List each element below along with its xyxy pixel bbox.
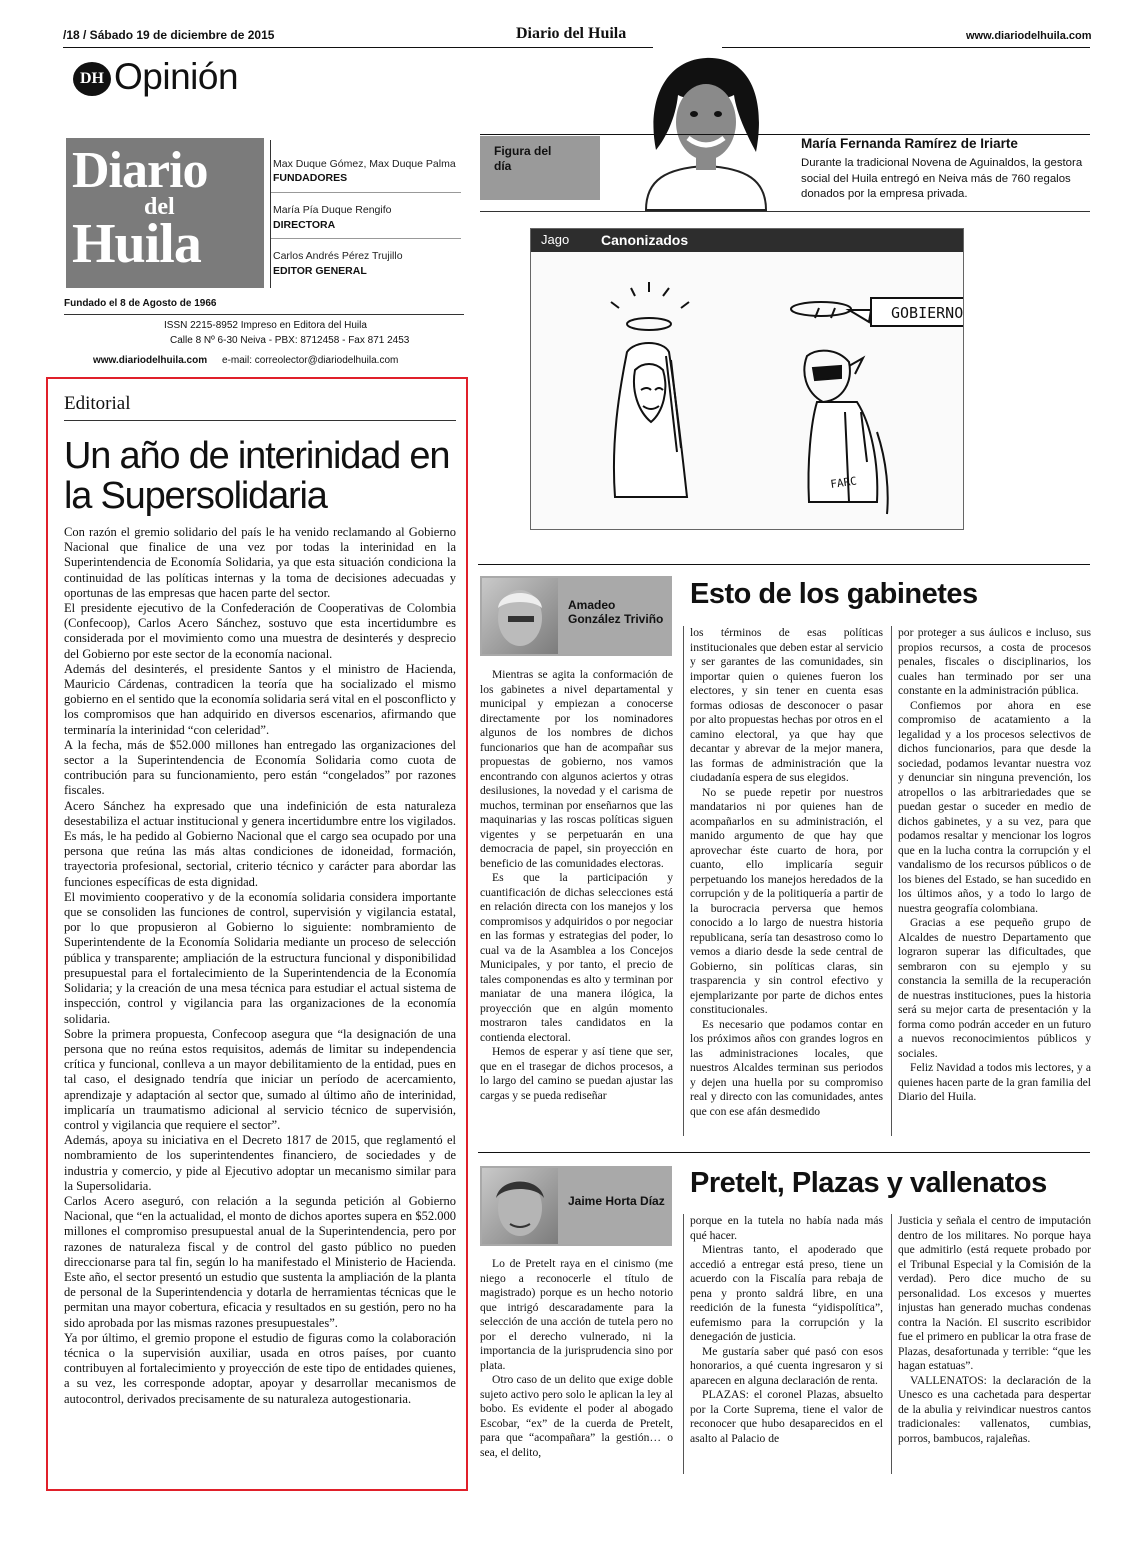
address: Calle 8 Nº 6-30 Neiva - PBX: 8712458 - Fax 871 2453 — [170, 335, 410, 346]
article2-col1: Lo de Pretelt raya en el cinismo (me niego a reconocerle el título de magistrado) porque es un hecho notorio que intrigó descaradamente para la selección de una acción de tutela pero no por el derecho vulnerado, ni la importancia de la jurisprudencia sino por plata. Otro caso de un delito que exige doble sujeto activo pero solo le aplican la ley al bobo. Es evidente el poder al abogado Escobar, “ex” de la cuerda de Pretelt, para que “acompañara” la gestión… o sea, el delito, — [480, 1257, 673, 1459]
editorial-paragraph: A la fecha, más de $52.000 millones han entregado las organizaciones del sector a la Superintendencia de Economía Solidaria como cuota de contribución para su funcionamiento, pero están “congelados” por razones fiscales. — [64, 737, 456, 798]
cartoon-sign-text: GOBIERNO — [891, 304, 963, 322]
cartoon-drawing — [531, 252, 963, 529]
editorial-paragraph: Además del desinterés, el presidente Santos y el ministro de Hacienda, Mauricio Cárdenas, contradicen la teoría que ha socializado el mismo gobierno en el sentido que la economía solidaria será vital en el posconflicto y los compromisos que han adquirido en diversos escenarios, afirmando que terminaría la interinidad “con celeridad”. — [64, 661, 456, 737]
editorial-paragraph: Ya por último, el gremio propone el estudio de figuras como la colaboración técnica o la supervisión auxiliar, usada en otros países, por cuanto contribuyen al fortalecimiento y proyección de este tipo de entidades quienes, a su vez, les corresponde adoptar, apoyar y desarrollar mecanismos de autocontrol, derivados precisamente de su naturaleza autogestionaria. — [64, 1330, 456, 1406]
author-photo — [482, 578, 558, 654]
masthead-email: e-mail: correolector@diariodelhuila.com — [222, 355, 399, 366]
article1-headline: Esto de los gabinetes — [690, 578, 978, 610]
article2-col2: porque en la tutela no había nada más qué hacer. Mientras tanto, el apoderado que accedió a entregar está preso, tiene un acuerdo con la Fiscalía para rebaja de pena y pronto saldrá libre, en una reedición de la funesta “yidispolítica”, eufemismo para la corrupción y la denegación de justicia. Me gustaría saber qué pasó con esos honorarios, a qué cuenta ingresaron y si aparecen en alguna declaración de renta. PLAZAS: el coronel Plazas, absuelto por la Corte Suprema, tiene el valor de reconocer que hubo desaparecidos en el asalto al Palacio de — [690, 1214, 883, 1445]
author-box — [480, 576, 672, 656]
page-date: /18 / Sábado 19 de diciembre de 2015 — [63, 28, 275, 42]
editorial-paragraph: Acero Sánchez ha expresado que una indefinición de esta naturaleza desestabiliza el actuar institucional y genera incertidumbre entre los vigilados. Es más, le ha pedido al Gobierno Nacional que el cargo sea ocupado por una persona que reúna las más altas condiciones de idoneidad, formación, trayectoria profesional, sectorial, criterio técnico y carácter para abordar las funciones específicas de esta dignidad. — [64, 798, 456, 889]
website: www.diariodelhuila.com — [966, 30, 1092, 42]
masthead-web: www.diariodelhuila.com — [93, 355, 208, 366]
article2-headline: Pretelt, Plazas y vallenatos — [690, 1167, 1047, 1199]
article1-col1: Mientras se agita la conformación de los gabinetes a nivel departamental y municipal y empiezan a conocerse directamente por los nominadores algunos de los nombres de dichos funcionarios que han de acompañar sus propuestas de gobierno, nos vamos encontrando con algunos aciertos y otras desilusiones, la novedad y el carisma de muchos, terminan por enseñarnos que las maquinarias y las roscas políticas siguen vigentes y se perpetuarán en una democracia de papel, sin proyección en beneficio de las comunidades electoras. Es que la participación y cuantificación de dichas selecciones está en relación directa con los manejos y los compromisos y adquiridos o por negociar en las formas y estrategias del poder, lo cual va de la Asamblea a los Concejos Municipales, y por tanto, el precio de tales componendas es alto y terminan por maniatar de una manera ilógica, la proyección que en algún momento mostraron tales candidatos en la contienda electoral. Hemos de esperar y así tiene que ser, que en el trasegar de dichos procesos, a lo largo del camino se puedan ajustar las cargas y se pueda rediseñar — [480, 668, 673, 1102]
figura-label-box: Figura del día — [480, 136, 600, 200]
figura-text: Durante la tradicional Novena de Aguinaldos, la gestora social del Huila entregó en Neiva más de 760 regalos donados por la empresa privada. — [801, 157, 1083, 200]
figura-name: María Fernanda Ramírez de Iriarte — [801, 136, 1018, 151]
cartoon — [530, 228, 964, 530]
paper-name: Diario del Huila — [516, 25, 627, 42]
portrait-photo — [626, 40, 786, 220]
editorial-paragraph: El presidente ejecutivo de la Confederación de Cooperativas de Colombia (Confecoop), Carlos Acero Sánchez, sostuvo que esta incertidumbre es considerada por el movimiento como una muestra de desinterés y desprecio del Gobierno por este sector de la economía nacional. — [64, 601, 456, 661]
editorial-paragraph: Sobre la primera propuesta, Confecoop asegura que “la designación de una persona que no reúna estos requisitos, además de limitar su independencia crítica y funcional, conlleva a un mayor debilitamiento de la entidad, pues en tal caso, el designado tendría que iniciar un período de acercamiento, aprendizaje y adaptación al sector que, sumado al último año de interinidad, implicaría un traumatismo adicional al servicio técnico de supervisión, control y vigilancia que requiere el sector”. — [64, 1026, 456, 1132]
editorial-body — [64, 525, 456, 1407]
editorial-paragraph: Carlos Acero aseguró, con relación a la segunda petición al Gobierno Nacional, que “en la actualidad, el monto de dichos aportes supera en $52.000 millones el compromiso presupuestal anual de la Superintendencia, pero por razones de naturaleza fiscal y de control del gasto público no pueden direccionarse para tal fin, según lo ha manifestado el Ministerio de Hacienda. Este año, el sector presentó un estudio que sustenta la ampliación de la planta de personal de la Superintendencia y dotarla de herramientas técnicas que le permitan una mayor cobertura, eficacia y resultados en su gestión, pero no ha sido aprobada por las mismas razones presupuestales”. — [64, 1193, 456, 1330]
cartoon-shirt-text: FARC — [829, 474, 858, 491]
dh-logo: DH — [73, 62, 111, 96]
editorial-paragraph: El movimiento cooperativo y de la economía solidaria considera importante que se consoliden las funciones de control, supervisión y vigilancia estatal, por lo que propusieron al Gobierno lo siguiente: nombramiento de Superintendente de la Economía Solidaria mediante un proceso de selección pública y transparente; ampliación de la estructura funcional y disponibilidad presupuestal para el fortalecimiento de la Superintendencia de la Economía Solidaria; y la creación de una mesa técnica para estudiar el actual sistema de inspección, control y vigilancia para las organizaciones de la economía solidaria. — [64, 889, 456, 1026]
author-box — [480, 1166, 672, 1246]
cartoon-title: Canonizados — [601, 232, 689, 248]
editorial-headline: Un año de interinidad en la Supersolidaria — [64, 435, 450, 517]
editorial-kicker: Editorial — [64, 393, 131, 414]
editorial-paragraph: Además, apoya su iniciativa en el Decreto 1817 de 2015, que reglamentó el nombramiento de los superintendentes financiero, de sociedades y de industria y comercio, y pide al Ejecutivo adoptar un mecanismo similar para la Supersolidaria. — [64, 1133, 456, 1193]
issn: ISSN 2215-8952 Impreso en Editora del Huila — [164, 320, 367, 331]
masthead-logo: Diario del Huila — [66, 138, 264, 288]
founded-date: Fundado el 8 de Agosto de 1966 — [64, 298, 217, 309]
editorial-paragraph: Con razón el gremio solidario del país le ha venido reclamando al Gobierno Nacional que finalice de una vez por todas la interinidad en la Superintendencia de Economía Solidaria, ya que esta situación condiciona la continuidad de las políticas internas y la toma de decisiones adecuadas y oportunas de las empresas que hacen parte del sector. — [64, 525, 456, 600]
section-title: Opinión — [114, 56, 239, 97]
author-name: Jaime Horta Díaz — [568, 1194, 665, 1208]
cartoon-author: Jago — [541, 232, 570, 247]
article2-col3: Justicia y señala el centro de imputación dentro de los militares. No porque haya que admitirlo (está requete probado por el Tribunal Especial y la Comisión de la verdad). Pero dice mucho de su personalidad. Los excesos y muertes injustas han generado muchas condenas contra la Nación. El suscrito escribidor fue el primero en publicar la otra frase de Plazas, desafortunada y terrible: “que les hagan estatuas”. VALLENATOS: la declaración de la Unesco es una cachetada para despertar de la abulia y reivindicar nuestros cantos tradicionales: vallenatos, cumbias, porros, bambucos, rajaleñas. — [898, 1214, 1091, 1445]
author-photo — [482, 1168, 558, 1244]
article1-col2: los términos de esas políticas institucionales que deben estar al servicio y ser garantes de las comunidades, sin importar quien o quienes fueron los electores, y sin tener en cuenta esas formas odiosas de desconocer o pasar por alto propuestas hechas por otros en el camino electoral, ya que hay que decantar y abrevar de la mejor manera, las formas de administración que la ciudadanía espera de sus elegidos. No se puede repetir por nuestros mandatarios ni por quienes han de acompañarlos en su administración, el manido argumento de que hay que aprovechar éste cuarto de hora, por cuanto, ello implicaría seguir perpetuando los manejos heredados de la corrupción y de la politiquería a partir de la burocracia perversa que hemos conocido a lo largo de nuestra historia republicana, sería tan desastroso como lo vemos a diario desde la sede central de Gobierno, sin políticas claras, sin trasparencia y sin control efectivo y ejemplarizante por parte de dichos entes constitucionales. Es necesario que podamos contar en los próximos años con grandes logros en las administraciones locales, que nuestros Alcaldes terminan sus periodos y dejen una huella por su compromiso real y directo con las comunidades, antes que con ese afán desmedido — [690, 626, 883, 1118]
article1-col3: por proteger a sus áulicos e incluso, sus propios recursos, a costa de procesos penales, fiscales o disciplinarios, los cuales han terminado por ser una constante en la administración pública. Confiemos por ahora en ese compromiso de acatamiento a la legalidad y a los procesos selectivos de dichos funcionarios, para que desde la sociedad, podamos levantar nuestra voz y denunciar sin ninguna prevención, los atropellos o las arbitrariedades que se puedan gestar o suceder en medio de dichos gabinetes, y a su vez, para que podamos resaltar y mencionar los logros que en la lucha contra la corrupción y el vandalismo de los recursos públicos o de los bienes del Estado, se han sucedido en los últimos años, y a todo lo largo de nuestra geografía colombiana. Gracias a ese pequeño grupo de Alcaldes de nuestro Departamento que lograron superar las dificultades, que sembraron con su ejemplo y su constancia la semilla de la recuperación de nuestras instituciones, pues la historia será su mejor carta de presentación y la forma como podrán acceder en un futuro a nuevos reconocimientos públicos y sociales. Feliz Navidad a todos mis lectores, y a quienes hacen parte de la gran familia del Diario del Huila. — [898, 626, 1091, 1103]
author-name: Amadeo González Triviño — [568, 598, 664, 626]
staff-box: Max Duque Gómez, Max Duque Palma FUNDADORES María Pía Duque Rengifo DIRECTORA Carlos Andrés Pérez Trujillo EDITOR GENERAL — [270, 140, 461, 288]
